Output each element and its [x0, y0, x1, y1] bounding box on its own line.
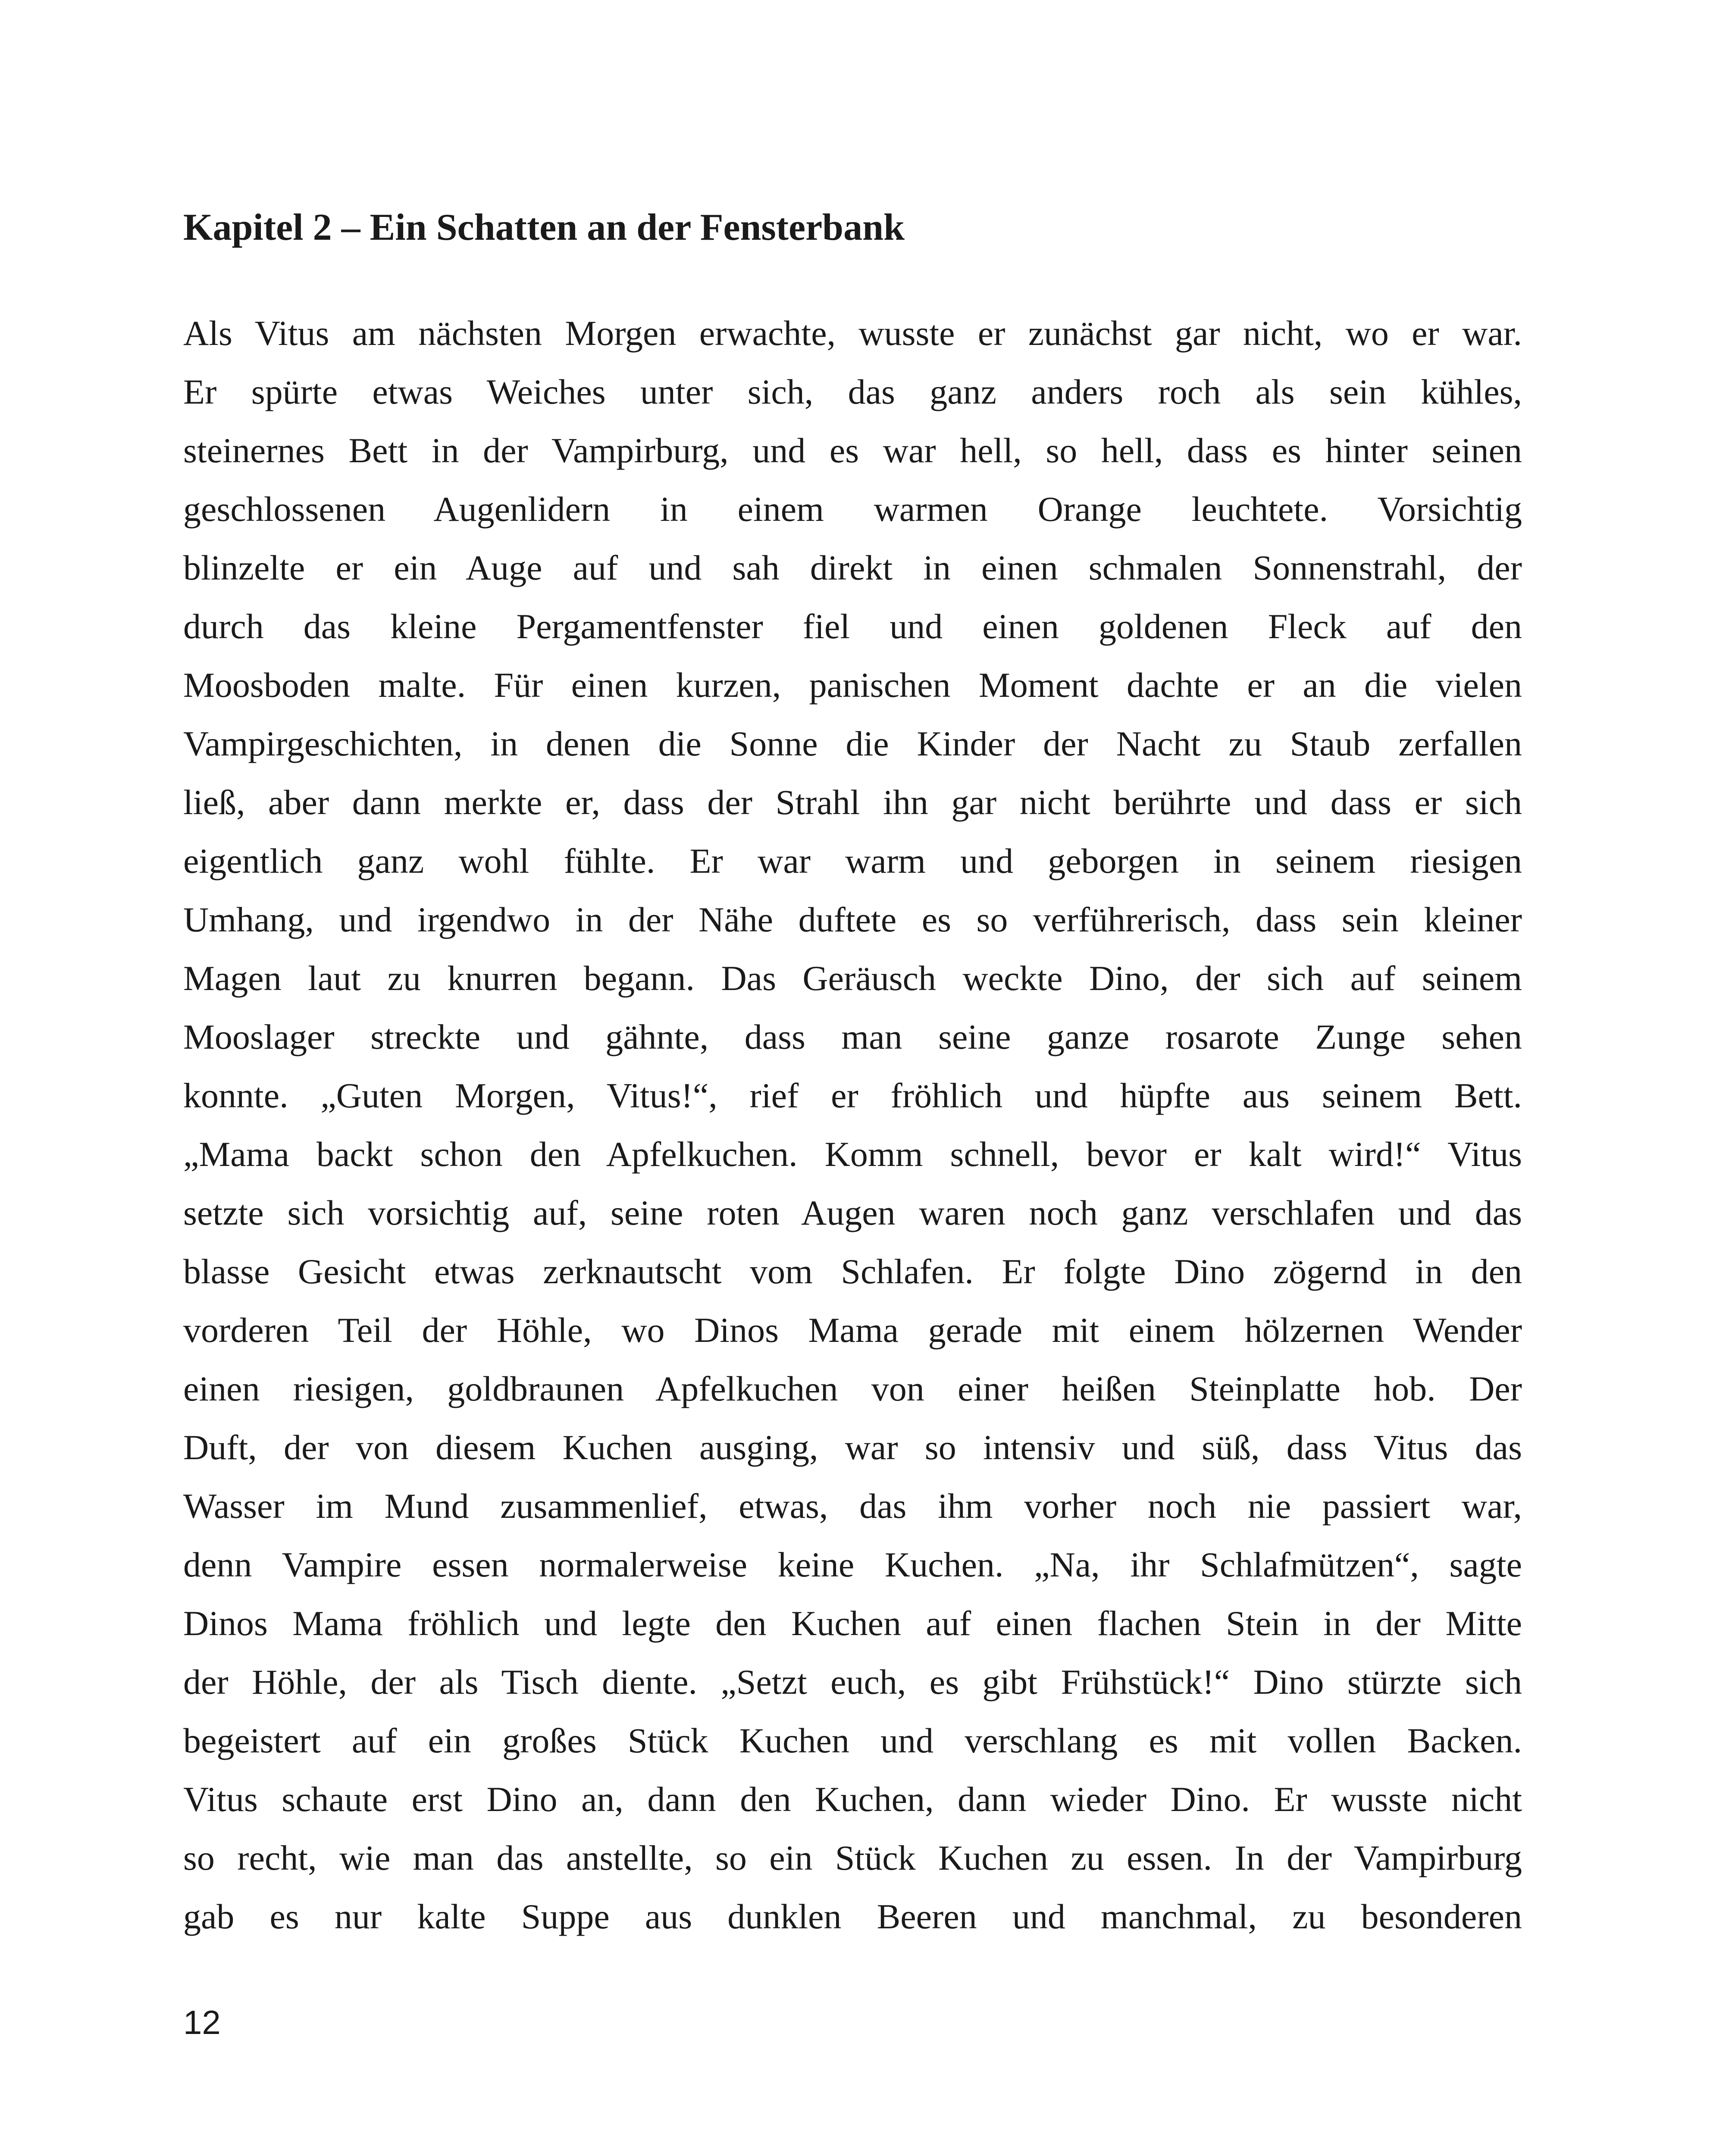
- text-line: gab es nur kalte Suppe aus dunklen Beeren und manchmal, zu besonderen: [183, 1897, 1522, 1936]
- text-line: blinzelte er ein Auge auf und sah direkt in einen schmalen Sonnenstrahl, der: [183, 548, 1522, 587]
- text-line: blasse Gesicht etwas zerknautscht vom Schlafen. Er folgte Dino zögernd in den: [183, 1252, 1522, 1291]
- text-line: Moosboden malte. Für einen kurzen, panischen Moment dachte er an die vielen: [183, 665, 1522, 705]
- text-line: Magen laut zu knurren begann. Das Geräusch weckte Dino, der sich auf seinem: [183, 959, 1522, 998]
- text-line: denn Vampire essen normalerweise keine Kuchen. „Na, ihr Schlafmützen“, sagte: [183, 1545, 1522, 1584]
- text-line: Vitus schaute erst Dino an, dann den Kuchen, dann wieder Dino. Er wusste nicht: [183, 1780, 1522, 1819]
- text-line: durch das kleine Pergamentfenster fiel und einen goldenen Fleck auf den: [183, 607, 1522, 646]
- text-line: ließ, aber dann merkte er, dass der Strahl ihn gar nicht berührte und dass er sich: [183, 783, 1522, 822]
- body-text: [183, 304, 1522, 1946]
- chapter-title: Kapitel 2 – Ein Schatten an der Fensterbank: [183, 207, 905, 248]
- text-line: einen riesigen, goldbraunen Apfelkuchen von einer heißen Steinplatte hob. Der: [183, 1369, 1522, 1408]
- text-line: geschlossenen Augenlidern in einem warmen Orange leuchtete. Vorsichtig: [183, 489, 1522, 529]
- text-line: so recht, wie man das anstellte, so ein Stück Kuchen zu essen. In der Vampirburg: [183, 1838, 1522, 1877]
- text-line: der Höhle, der als Tisch diente. „Setzt euch, es gibt Frühstück!“ Dino stürzte sich: [183, 1662, 1522, 1702]
- text-line: Dinos Mama fröhlich und legte den Kuchen auf einen flachen Stein in der Mitte: [183, 1604, 1522, 1643]
- text-line: eigentlich ganz wohl fühlte. Er war warm und geborgen in seinem riesigen: [183, 841, 1522, 881]
- text-line: Duft, der von diesem Kuchen ausging, war so intensiv und süß, dass Vitus das: [183, 1428, 1522, 1467]
- text-line: Vampirgeschichten, in denen die Sonne die Kinder der Nacht zu Staub zerfallen: [183, 724, 1522, 763]
- text-line: vorderen Teil der Höhle, wo Dinos Mama gerade mit einem hölzernen Wender: [183, 1310, 1522, 1350]
- text-line: steinernes Bett in der Vampirburg, und es war hell, so hell, dass es hinter seinen: [183, 431, 1522, 470]
- text-line: Mooslager streckte und gähnte, dass man seine ganze rosarote Zunge sehen: [183, 1017, 1522, 1056]
- text-line: Er spürte etwas Weiches unter sich, das ganz anders roch als sein kühles,: [183, 372, 1522, 411]
- text-line: Als Vitus am nächsten Morgen erwachte, wusste er zunächst gar nicht, wo er war.: [183, 313, 1522, 353]
- text-line: setzte sich vorsichtig auf, seine roten Augen waren noch ganz verschlafen und das: [183, 1193, 1522, 1232]
- text-line: Umhang, und irgendwo in der Nähe duftete es so verführerisch, dass sein kleiner: [183, 900, 1522, 939]
- text-line: „Mama backt schon den Apfelkuchen. Komm schnell, bevor er kalt wird!“ Vitus: [183, 1134, 1522, 1174]
- page-number: 12: [183, 2003, 221, 2041]
- text-line: begeistert auf ein großes Stück Kuchen und verschlang es mit vollen Backen.: [183, 1721, 1522, 1760]
- text-line: Wasser im Mund zusammenlief, etwas, das ihm vorher noch nie passiert war,: [183, 1486, 1522, 1526]
- text-line: konnte. „Guten Morgen, Vitus!“, rief er fröhlich und hüpfte aus seinem Bett.: [183, 1076, 1522, 1115]
